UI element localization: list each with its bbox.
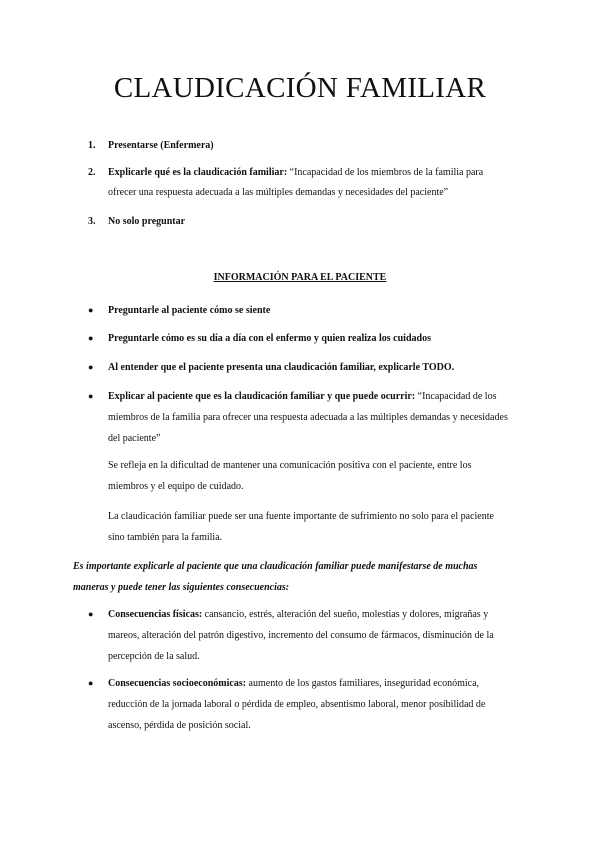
numbered-item-2: [88, 163, 508, 203]
bullet-dot-icon: ●: [88, 305, 94, 315]
bullet-bold-text: Preguntarle cómo es su día a día con el enfermo y quien realiza los cuidados: [108, 333, 431, 344]
bullet-item-2: [88, 328, 512, 349]
bullet-dot-icon: ●: [88, 333, 94, 343]
item-number: 3.: [88, 216, 96, 227]
consequence-text: aumento de los gastos familiares, inseguridad económica, reducción de la jornada laboral o pérdida de empleo, absentismo laboral, menor posibilidad de ascenso, pérdida de posición social.: [108, 678, 486, 731]
numbered-item-3: [88, 212, 508, 232]
consequence-bold-text: Consecuencias físicas:: [108, 609, 203, 620]
bullet-bold-text: Preguntarle al paciente cómo se siente: [108, 305, 271, 316]
paragraph-communication: Se refleja en la dificultad de mantener una comunicación positiva con el paciente, entre los miembros y el equipo de cuidado.: [108, 460, 472, 492]
bullet-bold-text: Explicar al paciente que es la claudicación familiar y que puede ocurrir:: [108, 391, 416, 402]
bullet-bold-text: Al entender que el paciente presenta una claudicación familiar, explicarle TODO.: [108, 362, 455, 373]
paragraph-suffering: La claudicación familiar puede ser una fuente importante de sufrimiento no solo para el paciente sino también para la familia.: [108, 511, 494, 543]
bullet-dot-icon: ●: [88, 391, 94, 401]
item-number: 2.: [88, 167, 96, 178]
bullet-dot-icon: ●: [88, 609, 94, 619]
bullet-text: “Incapacidad de los miembros de la familia para ofrecer una respuesta adecuada a las múltiples demandas y necesidades del paciente”: [108, 391, 508, 444]
bullet-dot-icon: ●: [88, 362, 94, 372]
bullet-item-1: [88, 300, 512, 321]
item-text: “Incapacidad de los miembros de la familia para ofrecer una respuesta adecuada a las múltiples demandas y necesidades del paciente”: [108, 167, 484, 198]
consequence-item-2: [88, 673, 512, 736]
item-bold-text: Presentarse (Enfermera): [108, 140, 214, 151]
numbered-item-1: [88, 136, 508, 156]
bullet-item-4: [88, 386, 512, 449]
consequence-item-1: [88, 604, 512, 667]
item-bold-text: Explicarle qué es la claudicación familiar:: [108, 167, 288, 178]
bullet-dot-icon: ●: [88, 678, 94, 688]
paragraph-important: Es importante explicarle al paciente que una claudicación familiar puede manifestarse de muchas maneras y puede tener las siguientes consecuencias:: [73, 561, 478, 593]
consequence-text: cansancio, estrés, alteración del sueño, molestias y dolores, migrañas y mareos, alteración del patrón digestivo, incremento del consumo de fármacos, disminución de la percepción de la salud.: [108, 609, 494, 662]
consequence-bold-text: Consecuencias socioeconómicas:: [108, 678, 247, 689]
item-bold-text: No solo preguntar: [108, 216, 186, 227]
item-number: 1.: [88, 140, 96, 151]
page-title: CLAUDICACIÓN FAMILIAR: [113, 72, 487, 104]
section-heading-info: INFORMACIÓN PARA EL PACIENTE: [213, 272, 387, 283]
bullet-item-3: [88, 357, 512, 378]
